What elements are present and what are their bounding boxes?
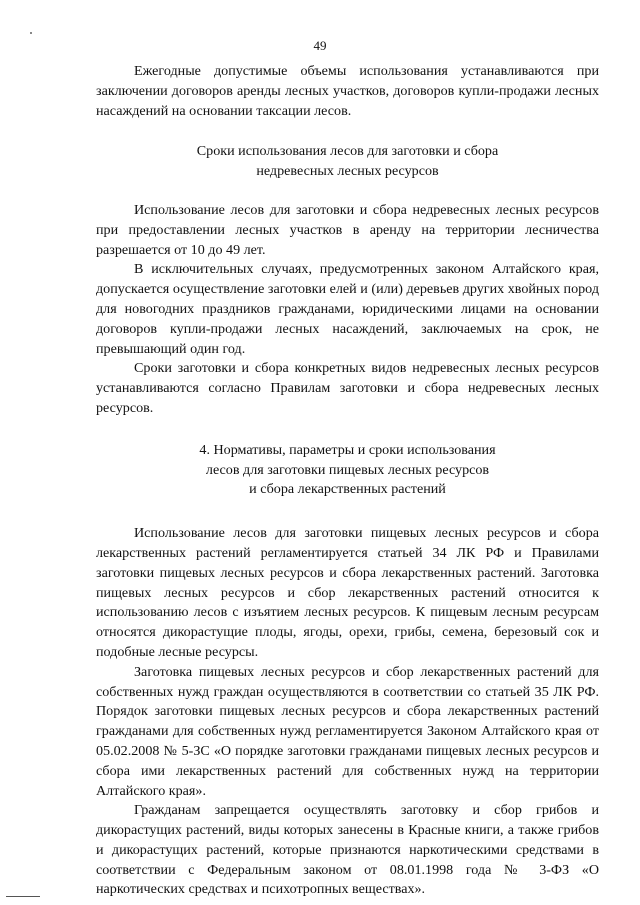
- paragraph-food-prohibitions: Гражданам запрещается осуществлять заготовку и сбор грибов и дикорастущих растений, виды которых занесены в Красные книги, а также грибов и дикорастущих растений, которые признаются наркотическими средствами в соответствии с Федеральным законом от 08.01.1998 года № 3-ФЗ «О наркотических средствах и психотропных веществах».: [96, 802, 599, 898]
- page-number: 49: [313, 38, 327, 53]
- heading-line: 4. Нормативы, параметры и сроки использования: [199, 441, 496, 458]
- heading-line: и сбора лекарственных растений: [249, 481, 446, 498]
- section-heading-nonwood: [96, 142, 599, 182]
- section-heading-food: [96, 441, 599, 500]
- paragraph-nonwood-rules: Сроки заготовки и сбора конкретных видов недревесных лесных ресурсов устанавливаются согласно Правилам заготовки и сбора недревесных лесных ресурсов.: [96, 360, 599, 416]
- scan-edge-mark: [6, 896, 40, 897]
- heading-line: лесов для заготовки пищевых лесных ресурсов: [205, 461, 490, 478]
- heading-line: Сроки использования лесов для заготовки и сбора: [196, 143, 499, 160]
- intro-paragraph: Ежегодные допустимые объемы использования устанавливаются при заключении договоров аренды лесных участков, договоров купли-продажи лесных насаждений на основании таксации лесов.: [96, 63, 599, 119]
- paragraph-nonwood-terms: Использование лесов для заготовки и сбора недревесных лесных ресурсов при предоставлении лесных участков в аренду на территории лесничества разрешается от 10 до 49 лет.: [96, 201, 599, 258]
- paragraph-food-usage: Использование лесов для заготовки пищевых лесных ресурсов и сбора лекарственных растений регламентируется статьей 34 ЛК РФ и Правилами заготовки пищевых лесных ресурсов и сбора лекарственных растений. Заготовка пищевых лесных ресурсов и сбор лекарственных растений относится к использованию лесов с изъятием лесных ресурсов. К пищевым лесным ресурсам относятся дикорастущие плоды, ягоды, орехи, грибы, семена, березовый сок и подобные лесные ресурсы.: [96, 525, 599, 660]
- paragraph-nonwood-exceptions: В исключительных случаях, предусмотренных законом Алтайского края, допускается осуществление заготовки елей и (или) деревьев других хвойных пород для новогодних праздников гражданами, юридическими лицами на основании договоров купли-продажи лесных насаждений, заключаемых на срок, не превышающий один год.: [96, 261, 599, 357]
- heading-line: недревесных лесных ресурсов: [256, 163, 439, 180]
- document-body: [96, 62, 599, 900]
- scan-dot-mark: [30, 32, 32, 34]
- paragraph-food-personal-needs: Заготовка пищевых лесных ресурсов и сбор лекарственных растений для собственных нужд граждан осуществляются в соответствии со статьей 35 ЛК РФ. Порядок заготовки пищевых лесных ресурсов и сбора лекарственных растений гражданами для собственных нужд регламентируется Законом Алтайского края от 05.02.2008 № 5-ЗС «О порядке заготовки гражданами пищевых лесных ресурсов и сбора ими лекарственных растений для собственных нужд на территории Алтайского края».: [96, 663, 599, 799]
